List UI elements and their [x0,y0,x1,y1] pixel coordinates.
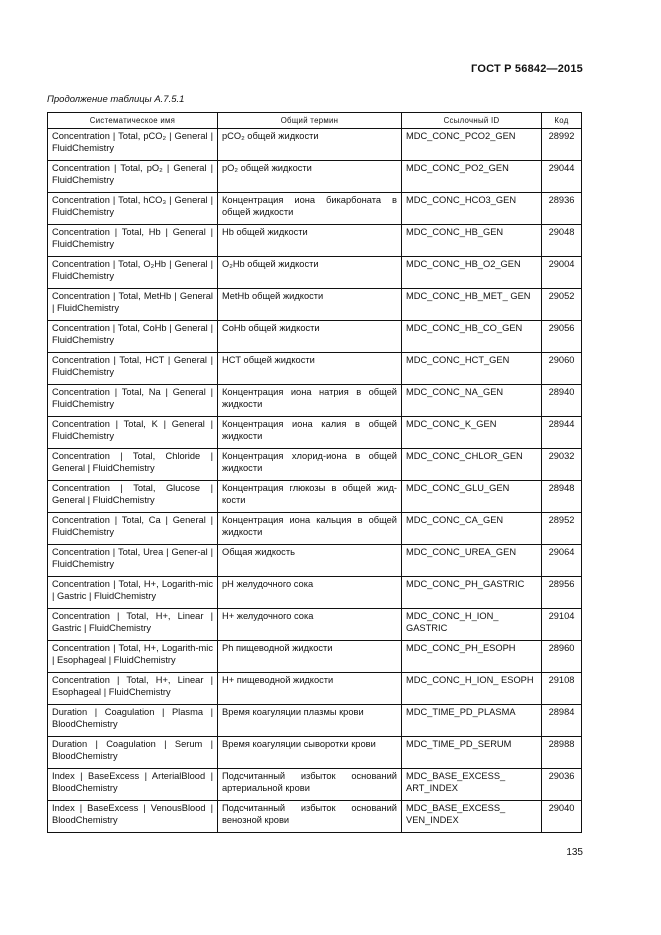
common-term-cell: MetHb общей жидкости [218,289,402,321]
systematic-name-cell: Concentration | Total, Urea | Gener-al | FluidChemistry [48,545,218,577]
reference-id-cell: MDC_CONC_PO2_GEN [402,161,542,193]
common-term-cell: O₂Hb общей жидкости [218,257,402,289]
table-row [48,225,582,257]
common-term-cell: CoHb общей жидкости [218,321,402,353]
code-cell: 29004 [542,257,582,289]
common-term-cell: Общая жидкость [218,545,402,577]
terms-table [47,112,582,833]
table-row [48,449,582,481]
systematic-name-cell: Concentration | Total, pCO₂ | General | FluidChemistry [48,129,218,161]
systematic-name-cell: Concentration | Total, K | General | FluidChemistry [48,417,218,449]
code-cell: 29036 [542,769,582,801]
reference-id-cell: MDC_CONC_UREA_GEN [402,545,542,577]
systematic-name-cell: Concentration | Total, pO₂ | General | FluidChemistry [48,161,218,193]
header-reference-id: Ссылочный ID [402,113,542,129]
code-cell: 28984 [542,705,582,737]
table-row [48,289,582,321]
systematic-name-cell: Concentration | Total, CoHb | General | FluidChemistry [48,321,218,353]
common-term-cell: pO₂ общей жидкости [218,161,402,193]
systematic-name-cell: Concentration | Total, O₂Hb | General | FluidChemistry [48,257,218,289]
systematic-name-cell: Concentration | Total, H+, Logarith-mic | Esophageal | FluidChemistry [48,641,218,673]
reference-id-cell: MDC_CONC_HB_MET_ GEN [402,289,542,321]
code-cell: 28936 [542,193,582,225]
common-term-cell: H+ пищеводной жидкости [218,673,402,705]
code-cell: 28952 [542,513,582,545]
systematic-name-cell: Duration | Coagulation | Serum | BloodChemistry [48,737,218,769]
reference-id-cell: MDC_CONC_PCO2_GEN [402,129,542,161]
code-cell: 28940 [542,385,582,417]
systematic-name-cell: Concentration | Total, Na | General | FluidChemistry [48,385,218,417]
systematic-name-cell: Concentration | Total, Glucose | General | FluidChemistry [48,481,218,513]
reference-id-cell: MDC_TIME_PD_SERUM [402,737,542,769]
table-header-row [48,113,582,129]
code-cell: 29040 [542,801,582,833]
table-row [48,385,582,417]
code-cell: 28960 [542,641,582,673]
systematic-name-cell: Concentration | Total, H+, Linear | Esophageal | FluidChemistry [48,673,218,705]
table-row [48,609,582,641]
common-term-cell: HCT общей жидкости [218,353,402,385]
reference-id-cell: MDC_CONC_HB_O2_GEN [402,257,542,289]
code-cell: 29052 [542,289,582,321]
reference-id-cell: MDC_CONC_K_GEN [402,417,542,449]
systematic-name-cell: Concentration | Total, Ca | General | FluidChemistry [48,513,218,545]
common-term-cell: Hb общей жидкости [218,225,402,257]
table-row [48,577,582,609]
common-term-cell: Подсчитанный избыток оснований артериальной крови [218,769,402,801]
table-row [48,161,582,193]
table-row [48,705,582,737]
table-caption: Продолжение таблицы А.7.5.1 [47,94,185,105]
table-row [48,737,582,769]
table-row [48,193,582,225]
common-term-cell: Подсчитанный избыток оснований венозной крови [218,801,402,833]
code-cell: 28948 [542,481,582,513]
table-row [48,769,582,801]
code-cell: 29032 [542,449,582,481]
code-cell: 29104 [542,609,582,641]
reference-id-cell: MDC_TIME_PD_PLASMA [402,705,542,737]
code-cell: 29048 [542,225,582,257]
common-term-cell: Концентрация иона калия в общей жидкости [218,417,402,449]
table-row [48,481,582,513]
table-row [48,321,582,353]
systematic-name-cell: Index | BaseExcess | ArterialBlood | BloodChemistry [48,769,218,801]
common-term-cell: Концентрация иона бикарбоната в общей жидкости [218,193,402,225]
reference-id-cell: MDC_CONC_H_ION_ GASTRIC [402,609,542,641]
common-term-cell: Концентрация хлорид-иона в общей жидкости [218,449,402,481]
common-term-cell: pCO₂ общей жидкости [218,129,402,161]
reference-id-cell: MDC_CONC_CHLOR_GEN [402,449,542,481]
reference-id-cell: MDC_BASE_EXCESS_ VEN_INDEX [402,801,542,833]
code-cell: 28992 [542,129,582,161]
common-term-cell: H+ желудочного сока [218,609,402,641]
code-cell: 29064 [542,545,582,577]
systematic-name-cell: Concentration | Total, H+, Logarith-mic | Gastric | FluidChemistry [48,577,218,609]
code-cell: 28956 [542,577,582,609]
header-code: Код [542,113,582,129]
systematic-name-cell: Concentration | Total, Chloride | General | FluidChemistry [48,449,218,481]
code-cell: 29108 [542,673,582,705]
code-cell: 28944 [542,417,582,449]
code-cell: 29060 [542,353,582,385]
reference-id-cell: MDC_BASE_EXCESS_ ART_INDEX [402,769,542,801]
common-term-cell: Ph пищеводной жидкости [218,641,402,673]
header-systematic-name: Систематическое имя [48,113,218,129]
reference-id-cell: MDC_CONC_PH_GASTRIC [402,577,542,609]
code-cell: 29056 [542,321,582,353]
common-term-cell: Концентрация глюкозы в общей жид-кости [218,481,402,513]
page-number: 135 [566,847,583,858]
table-row [48,353,582,385]
table-row [48,801,582,833]
code-cell: 28988 [542,737,582,769]
table-row [48,129,582,161]
common-term-cell: Время коагуляции сыворотки крови [218,737,402,769]
reference-id-cell: MDC_CONC_HCO3_GEN [402,193,542,225]
table-row [48,673,582,705]
table-row [48,257,582,289]
systematic-name-cell: Concentration | Total, hCO₃ | General | FluidChemistry [48,193,218,225]
systematic-name-cell: Index | BaseExcess | VenousBlood | BloodChemistry [48,801,218,833]
table-row [48,641,582,673]
systematic-name-cell: Concentration | Total, Hb | General | FluidChemistry [48,225,218,257]
common-term-cell: Время коагуляции плазмы крови [218,705,402,737]
reference-id-cell: MDC_CONC_CA_GEN [402,513,542,545]
reference-id-cell: MDC_CONC_GLU_GEN [402,481,542,513]
reference-id-cell: MDC_CONC_HCT_GEN [402,353,542,385]
systematic-name-cell: Duration | Coagulation | Plasma | BloodChemistry [48,705,218,737]
common-term-cell: Концентрация иона кальция в общей жидкости [218,513,402,545]
code-cell: 29044 [542,161,582,193]
systematic-name-cell: Concentration | Total, HCT | General | FluidChemistry [48,353,218,385]
document-standard-number: ГОСТ Р 56842—2015 [471,63,583,75]
header-common-term: Общий термин [218,113,402,129]
table-row [48,417,582,449]
reference-id-cell: MDC_CONC_HB_CO_GEN [402,321,542,353]
systematic-name-cell: Concentration | Total, MetHb | General | FluidChemistry [48,289,218,321]
reference-id-cell: MDC_CONC_HB_GEN [402,225,542,257]
reference-id-cell: MDC_CONC_PH_ESOPH [402,641,542,673]
table-row [48,513,582,545]
reference-id-cell: MDC_CONC_NA_GEN [402,385,542,417]
reference-id-cell: MDC_CONC_H_ION_ ESOPH [402,673,542,705]
common-term-cell: pH желудочного сока [218,577,402,609]
table-row [48,545,582,577]
common-term-cell: Концентрация иона натрия в общей жидкости [218,385,402,417]
systematic-name-cell: Concentration | Total, H+, Linear | Gastric | FluidChemistry [48,609,218,641]
